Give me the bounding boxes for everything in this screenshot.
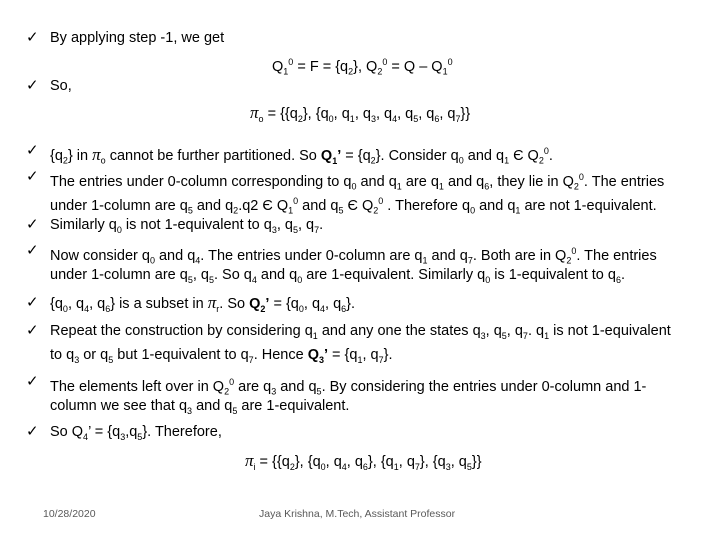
- check-bullet-icon: ✓: [26, 373, 39, 390]
- bullet-text-7: {$q_0$, $q_4$, $q_6$} is a subset in $\pi_r$. So $Q_2$’ = {$q_0$, $q_4$, $q_6$}.: [50, 293, 356, 314]
- bullet-text-6-line-1: Now consider $q_0$ and $q_4$. The entries under 0-column are $q_1$ and $q_7$. Both are in $Q_2^0$. The entries: [50, 246, 657, 266]
- check-bullet-icon: ✓: [26, 216, 39, 233]
- bullet-text-4-line-1: The entries under 0-column corresponding to $q_0$ and $q_1$ are $q_1$ and $q_6$, they lie in $Q_2^0$. The entries: [50, 172, 665, 192]
- bullet-text-8-line-1: Repeat the construction by considering $q_1$ and any one the states $q_3$, $q_5$, $q_7$. $q_1$ is not 1-equivalent: [50, 323, 671, 341]
- check-bullet-icon: ✓: [26, 29, 39, 46]
- bullet-text-8-line-2: to $q_3$ or $q_5$ but 1-equivalent to $q_7$. Hence $Q_3$’ = {$q_1$, $q_7$}.: [50, 347, 393, 365]
- bullet-text-1: By applying step -1, we get: [50, 30, 225, 46]
- check-bullet-icon: ✓: [26, 77, 39, 94]
- bullet-text-2: So,: [50, 78, 72, 94]
- formula-pi-1: $\pi_i = \{\{q_2\}$, {$q_0$, $q_4$, $q_6$}, {$q_1$, $q_7$}, {$q_3$, $q_5$}}: [245, 451, 482, 472]
- check-bullet-icon: ✓: [26, 142, 39, 159]
- check-bullet-icon: ✓: [26, 242, 39, 259]
- check-bullet-icon: ✓: [26, 423, 39, 440]
- bullet-text-3: $\{q_2\}$ in $\pi_o$ cannot be further partitioned. So $Q_1$’ = $\{q_2\}$. Consider $q_0$ and $q_1$ Є $Q_2^0$.: [50, 144, 553, 166]
- footer-author: Jaya Krishna, M.Tech, Assistant Professor: [259, 508, 456, 520]
- bullet-text-4-line-2: under 1-column are $q_5$ and $q_2.q2$ Є $Q_1^0$ and $q_5$ Є $Q_2^0$ . Therefore $q_0$ and $q_1$ are not 1-equivalent.: [50, 196, 657, 216]
- bullet-text-10: So $Q_4$’ = $\{q_3,q_5\}$. Therefore,: [50, 424, 222, 442]
- bullet-text-9-line-2: column we see that $q_3$ and $q_5$ are 1-equivalent.: [50, 398, 350, 416]
- check-bullet-icon: ✓: [26, 294, 39, 311]
- bullet-text-6-line-2: under 1-column are $q_5$, $q_5$. So $q_4$ and $q_0$ are 1-equivalent. Similarly $q_0$ is 1-equivalent to $q_6$.: [50, 267, 625, 285]
- check-bullet-icon: ✓: [26, 168, 39, 185]
- footer-date: 10/28/2020: [43, 508, 96, 520]
- formula-pi-0: $\pi_o = \{\{q_2\}$, {$q_0$, $q_1$, $q_3$, $q_4$, $q_5$, $q_6$, $q_7$}}: [250, 103, 471, 124]
- check-bullet-icon: ✓: [26, 322, 39, 339]
- bullet-text-5: Similarly $q_0$ is not 1-equivalent to $q_3$, $q_5$, $q_7$.: [50, 217, 324, 235]
- formula-q0-partition: $Q_1^0 = F = \{q_2\}$, $Q_2^0 = Q - Q_1^0$: [272, 57, 453, 77]
- bullet-text-9-line-1: The elements left over in $Q_2^0$ are $q_3$ and $q_5$. By considering the entries under 0-column and 1-: [50, 377, 647, 397]
